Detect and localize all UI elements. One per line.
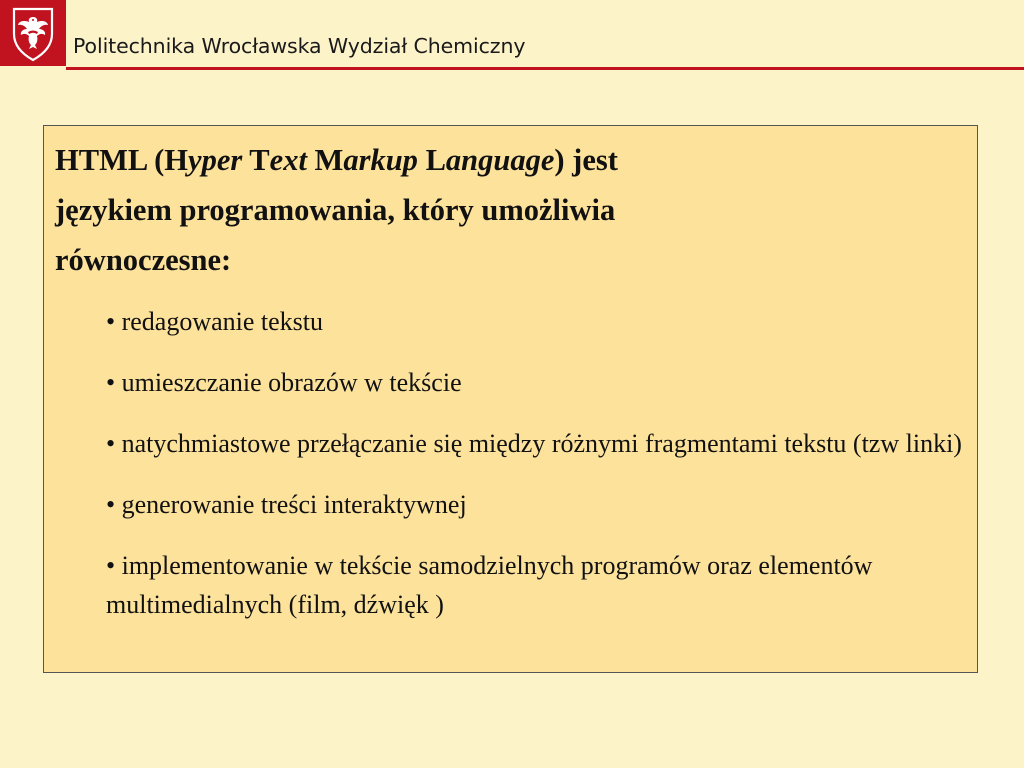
list-item: • natychmiastowe przełączanie się między różnymi fragmentami tekstu (tzw linki): [106, 429, 962, 458]
heading-line-2: językiem programowania, który umożliwia: [55, 193, 616, 227]
heading-line-3: równoczesne:: [55, 243, 232, 277]
slide-heading: [55, 135, 975, 285]
heading-text-italic: arkup: [343, 143, 418, 177]
heading-text-italic: anguage: [445, 143, 555, 177]
list-item: • implementowanie w tekście samodzielnych programów oraz elementów multimedialnych (film, dźwięk ): [106, 551, 873, 619]
heading-text: M: [306, 143, 344, 177]
heading-text-italic: yper: [188, 143, 243, 177]
list-item: • redagowanie tekstu: [106, 307, 324, 336]
bullet-list: [106, 302, 976, 646]
institution-name: Politechnika Wrocławska Wydział Chemiczny: [73, 34, 526, 58]
eagle-crest-icon: [0, 0, 66, 66]
university-logo: [0, 0, 66, 66]
heading-text-italic: ext: [269, 143, 307, 177]
heading-text: T: [242, 143, 270, 177]
header-divider: [66, 67, 1024, 70]
heading-text: ) jest: [554, 143, 618, 177]
list-item: • umieszczanie obrazów w tekście: [106, 368, 462, 397]
heading-text: HTML (H: [55, 143, 189, 177]
heading-text: L: [417, 143, 446, 177]
list-item: • generowanie treści interaktywnej: [106, 490, 467, 519]
heading-line-1: [55, 135, 975, 185]
